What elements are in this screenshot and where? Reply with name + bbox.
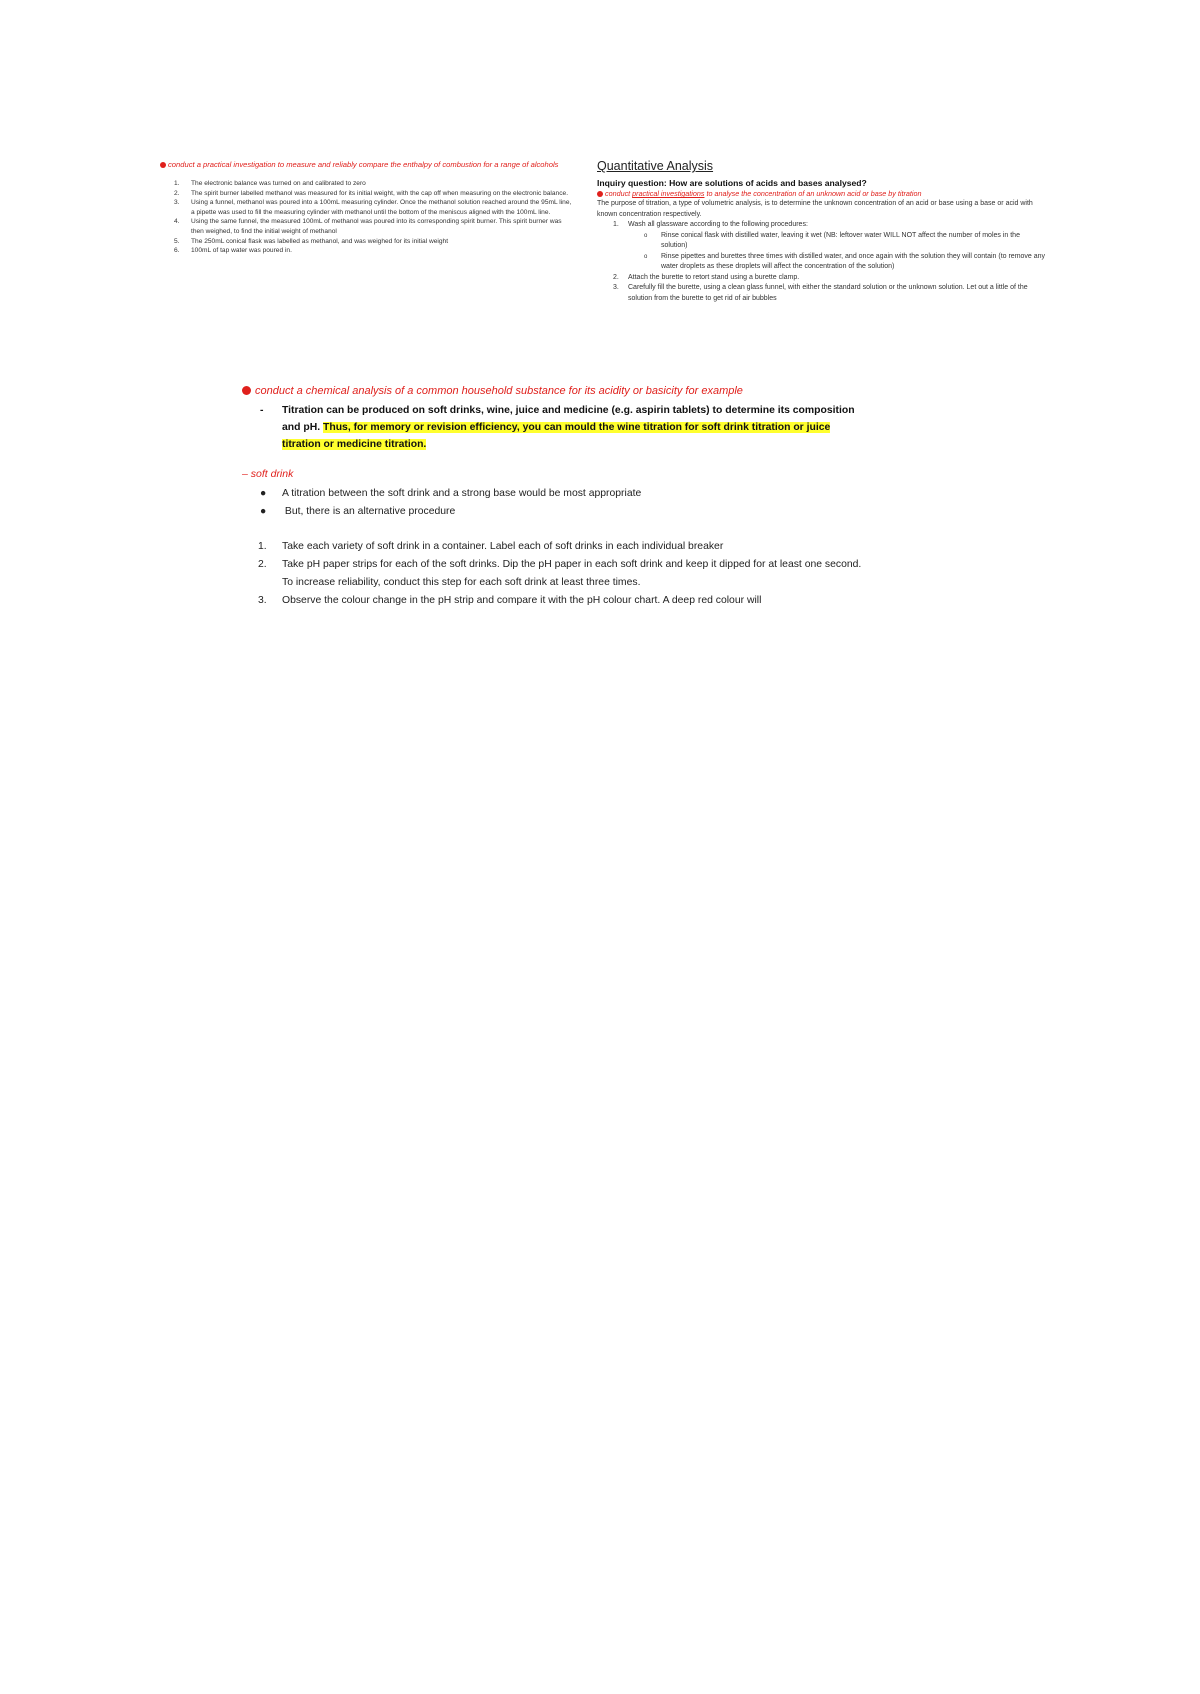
step-number: 5.: [174, 237, 180, 245]
step-number: 2.: [613, 273, 619, 281]
red-dot-icon: [160, 162, 166, 168]
list-item: [160, 189, 575, 199]
step-text: Carefully fill the burette, using a clean glass funnel, with either the standard solution or the unknown solution. Let out a little of the solution from the burette to get rid of air bubbles: [628, 284, 1028, 302]
dash-marker: -: [260, 405, 264, 416]
bullet-icon: ●: [260, 505, 267, 517]
soft-drink-heading: – soft drink: [242, 468, 294, 480]
circle-bullet-icon: o: [644, 232, 648, 239]
bullet-icon: ●: [260, 488, 267, 499]
step-text: Attach the burette to retort stand using a burette clamp.: [628, 273, 800, 281]
step-number: 1.: [174, 180, 180, 187]
bullet-list: [242, 485, 862, 520]
step-text: Using the same funnel, the measured 100mL of methanol was poured into its corresponding spirit burner. This spirit burner was then weighed, to find the initial weight of methanol: [191, 218, 562, 235]
step-number: 2.: [174, 189, 180, 197]
step-text: Take each variety of soft drink in a container. Label each of soft drinks in each individual breaker: [282, 541, 724, 552]
dash-list-item: [242, 402, 862, 453]
step-number: 3.: [258, 595, 267, 606]
step-text: 100mL of tap water was poured in.: [191, 247, 292, 255]
step-text: Take pH paper strips for each of the soft drinks. Dip the pH paper in each soft drink and keep it dipped for at least one second. To increase reliability, conduct this step for each soft drink at least three times.: [282, 559, 862, 588]
purpose-paragraph: The purpose of titration, a type of volumetric analysis, is to determine the unknown concentration of an acid or base using a base or acid with known concentration respectively.: [597, 200, 1033, 218]
bold-statement: Titration can be produced on soft drinks, wine, juice and medicine (e.g. aspirin tablets) to determine its composition and pH.: [282, 405, 855, 433]
list-item: [597, 273, 1047, 284]
step-number: 1.: [613, 221, 619, 228]
left-column: [160, 159, 575, 256]
left-dotpoint-heading: [160, 159, 575, 170]
sub-step-text: Rinse pipettes and burettes three times with distilled water, and once again with the solution they will contain (to remove any water droplets as these droplets will affect the concentration of the solution): [661, 252, 1046, 270]
step-text: Observe the colour change in the pH strip and compare it with the pH colour chart. A deep red colour will: [282, 595, 762, 606]
list-item: [160, 179, 575, 189]
main-steps-list: [242, 538, 862, 610]
step-text: The spirit burner labelled methanol was measured for its initial weight, with the cap off when measuring on the electronic balance.: [191, 189, 569, 197]
sub-list-item: [628, 231, 1047, 252]
step-text: The 250mL conical flask was labelled as methanol, and was weighed for its initial weight: [191, 237, 449, 245]
bullet-text: A titration between the soft drink and a strong base would be most appropriate: [282, 488, 642, 499]
list-item: [242, 538, 862, 556]
circle-bullet-icon: o: [644, 253, 648, 260]
step-text: Wash all glassware according to the following procedures:: [628, 221, 808, 228]
right-column: [597, 158, 1047, 304]
step-number: 3.: [174, 199, 180, 207]
right-dotpoint-heading: [597, 189, 1047, 199]
list-item: [597, 283, 1047, 304]
step-text: Using a funnel, methanol was poured into a 100mL measuring cylinder. Once the methanol solution reached around the 95mL line, a pipette was used to fill the measuring cylinder with methanol until the bottom of the meniscus aligned with the 100mL line.: [191, 199, 572, 216]
list-item: [242, 503, 862, 521]
main-dotpoint-heading: [242, 384, 862, 399]
step-number: 6.: [174, 247, 180, 255]
bullet-text: But, there is an alternative procedure: [282, 505, 456, 517]
list-item: [242, 485, 862, 503]
red-dot-icon: [242, 386, 251, 395]
step-number: 4.: [174, 218, 180, 226]
step-number: 3.: [613, 284, 619, 291]
list-item: [597, 220, 1047, 273]
left-steps-list: [160, 179, 575, 256]
dotpoint-suffix: to analyse the concentration of an unknown acid or base by titration: [704, 189, 922, 198]
list-item: [242, 592, 862, 610]
main-section: [242, 384, 862, 610]
list-item: [160, 217, 575, 236]
list-item: [242, 556, 862, 592]
red-dot-icon: [597, 191, 603, 197]
list-item: [160, 198, 575, 217]
inquiry-question: Inquiry question: How are solutions of acids and bases analysed?: [597, 178, 867, 188]
sub-steps-list: [628, 231, 1047, 273]
sub-list-item: [628, 252, 1047, 273]
left-heading-text: conduct a practical investigation to measure and reliably compare the enthalpy of combustion for a range of alcohols: [168, 160, 559, 169]
section-title: Quantitative Analysis: [597, 159, 714, 173]
sub-step-text: Rinse conical flask with distilled water, leaving it wet (NB: leftover water WILL NOT affect the number of moles in the solution): [661, 231, 1020, 249]
step-number: 2.: [258, 559, 267, 570]
right-steps-list: [597, 220, 1047, 304]
main-heading-text: conduct a chemical analysis of a common household substance for its acidity or basicity for example: [255, 385, 743, 397]
dotpoint-underlined: practical investigations: [632, 189, 705, 198]
list-item: [160, 246, 575, 256]
step-text: The electronic balance was turned on and calibrated to zero: [191, 180, 366, 187]
step-number: 1.: [258, 541, 267, 552]
dotpoint-prefix: conduct: [605, 189, 633, 198]
list-item: [160, 237, 575, 247]
highlighted-statement: Thus, for memory or revision efficiency, you can mould the wine titration for soft drink titration or juice titration or medicine titration.: [282, 422, 831, 450]
